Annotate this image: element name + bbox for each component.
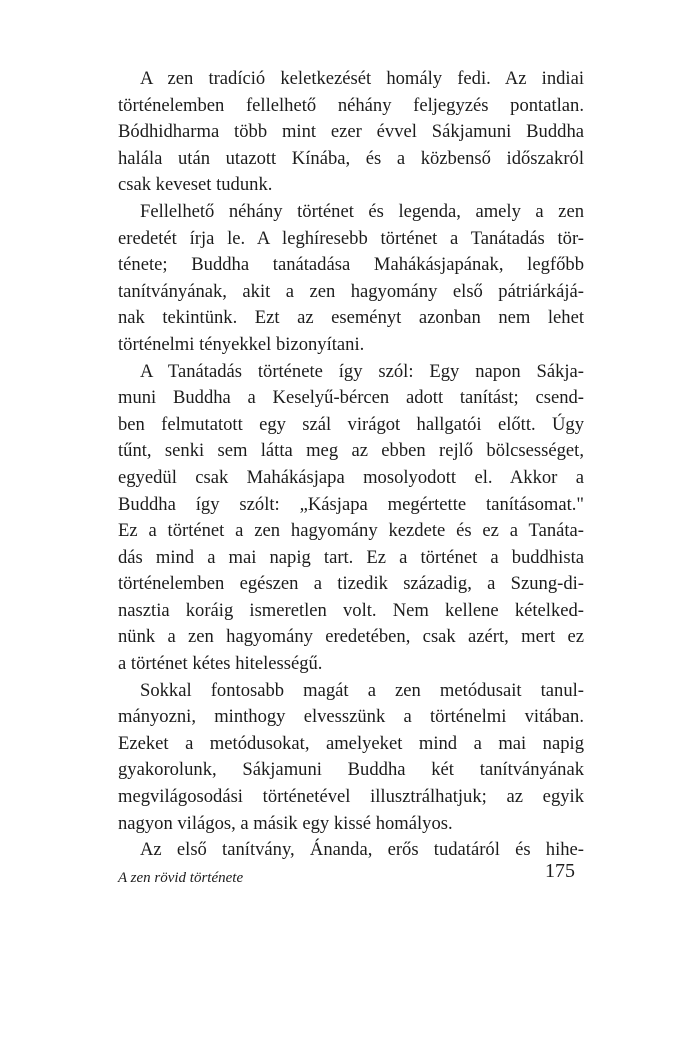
text-line: muni Buddha a Keselyű-bércen adott tanítást; csend- [118, 387, 584, 409]
text-line: egyedül csak Mahákásjapa mosolyodott el. Akkor a [118, 466, 584, 488]
text-line: Ezeket a metódusokat, amelyeket mind a mai napig [118, 732, 584, 754]
text-line: A zen tradíció keletkezését homály fedi. Az indiai [140, 68, 584, 89]
text-line: nasztia koráig ismeretlen volt. Nem kellene kételked- [118, 599, 584, 621]
page-body [118, 66, 584, 864]
text-line: Az első tanítvány, Ánanda, erős tudatáról és hihe- [140, 839, 584, 861]
text-line: nak tekintünk. Ezt az eseményt azonban nem lehet [118, 307, 584, 329]
text-line: megvilágosodási történetével illusztrálhatjuk; az egyik [118, 786, 584, 808]
text-line: gyakorolunk, Sákjamuni Buddha két tanítványának [118, 759, 584, 781]
text-line: Sokkal fontosabb magát a zen metódusait tanul- [140, 679, 584, 701]
text-line: nünk a zen hagyomány eredetében, csak azért, mert ez [118, 626, 584, 648]
text-line: csak keveset tudunk. [118, 174, 273, 196]
text-line: történelemben fellelhető néhány feljegyzés pontatlan. [118, 94, 584, 116]
text-line: tanítványának, akit a zen hagyomány első pátriárkájá- [118, 280, 584, 302]
text-line: dás mind a mai napig tart. Ez a történet a buddhista [118, 546, 584, 568]
text-line: történelemben egészen a tizedik századig, a Szung-di- [118, 573, 584, 595]
text-line: Buddha így szólt: „Kásjapa megértette tanításomat." [118, 493, 584, 515]
text-line: Ez a történet a zen hagyomány kezdete és ez a Tanáta- [118, 520, 584, 542]
text-line: eredetét írja le. A leghíresebb történet a Tanátadás tör- [118, 227, 584, 249]
text-line: a történet kétes hitelességű. [118, 653, 323, 675]
text-line: történelmi tényekkel bizonyítani. [118, 333, 365, 355]
text-line: ténete; Buddha tanátadása Mahákásjapának, legfőbb [118, 254, 584, 276]
page-number: 175 [545, 860, 575, 882]
text-line: mányozni, minthogy elvesszünk a történelmi vitában. [118, 706, 584, 728]
text-line: Fellelhető néhány történet és legenda, amely a zen [140, 200, 584, 222]
text-line: Bódhidharma több mint ezer évvel Sákjamuni Buddha [118, 121, 584, 143]
text-line: ben felmutatott egy szál virágot hallgatói előtt. Úgy [118, 413, 584, 435]
running-title: A zen rövid története [118, 870, 244, 886]
text-line: A Tanátadás története így szól: Egy napon Sákja- [140, 360, 584, 382]
text-line: tűnt, senki sem látta meg az ebben rejlő bölcsességet, [118, 440, 584, 462]
text-line: halála után utazott Kínába, és a közbenső időszakról [118, 147, 584, 169]
text-line: nagyon világos, a másik egy kissé homályos. [118, 812, 453, 834]
